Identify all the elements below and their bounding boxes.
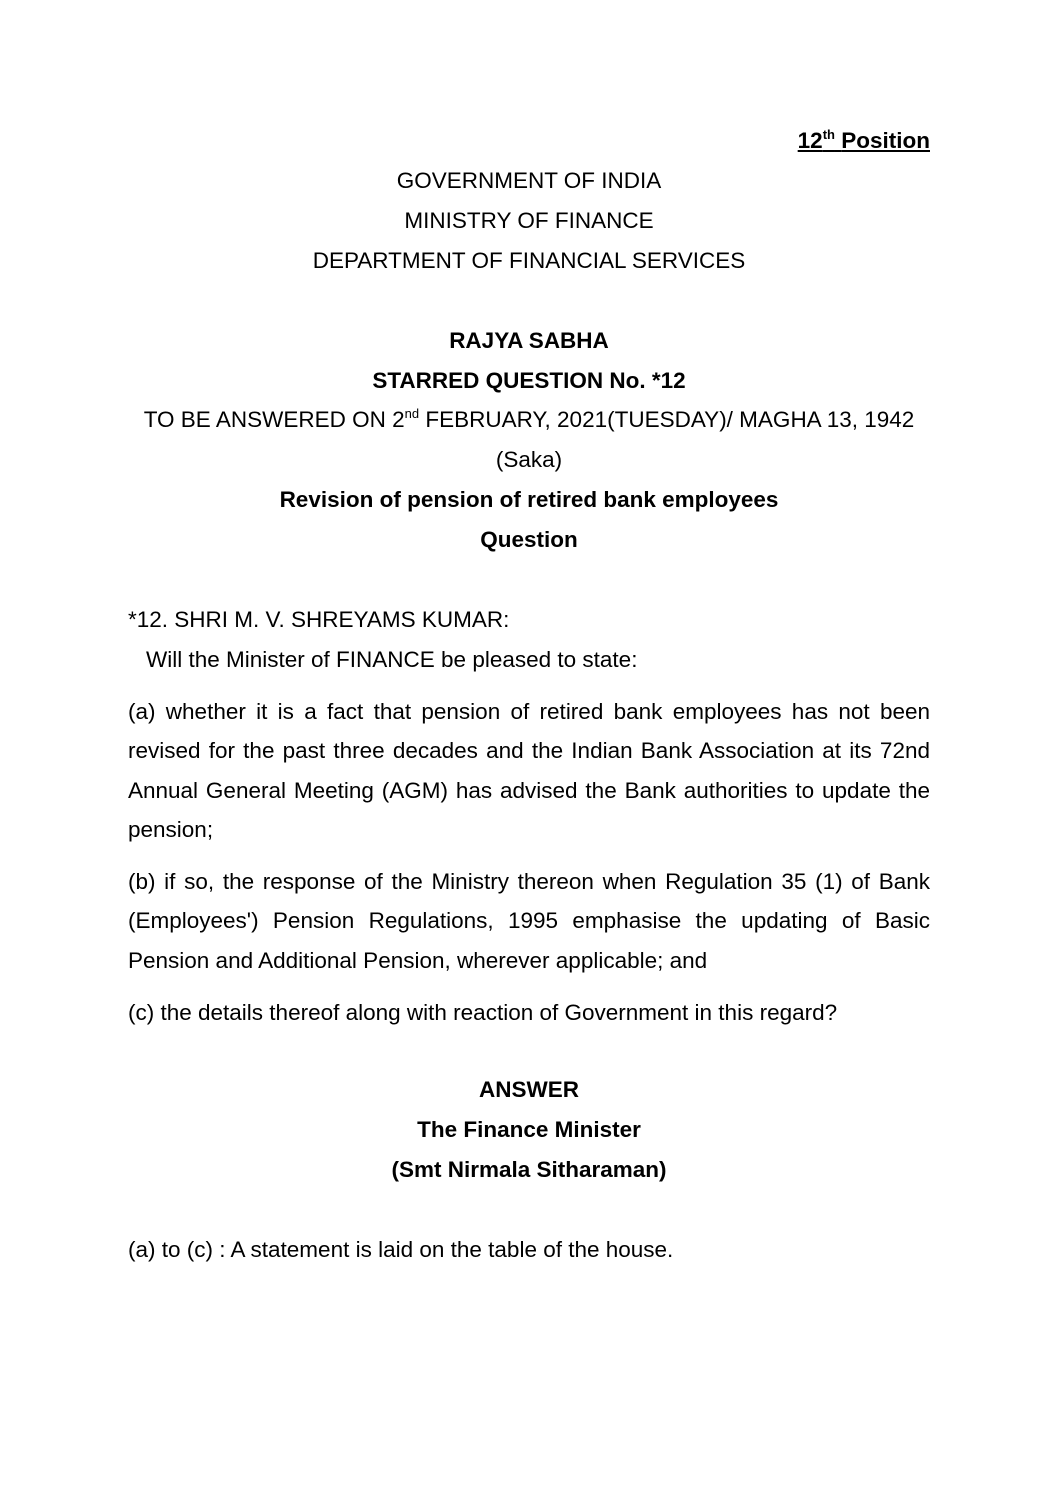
questioner: *12. SHRI M. V. SHREYAMS KUMAR:: [128, 607, 510, 632]
position-suffix: th: [822, 127, 835, 142]
answer-date-saka: (Saka): [495, 447, 563, 472]
header-department: DEPARTMENT OF FINANCIAL SERVICES: [312, 248, 746, 273]
position-label: [798, 127, 930, 155]
header-government: GOVERNMENT OF INDIA: [396, 168, 662, 193]
answer-heading: ANSWER: [479, 1077, 579, 1102]
answer-minister-name: (Smt Nirmala Sitharaman): [391, 1157, 667, 1182]
subject-title: Revision of pension of retired bank employees: [279, 487, 779, 512]
question-part-c: (c) the details thereof along with reaction of Government in this regard?: [128, 1000, 838, 1025]
question-heading: Question: [480, 527, 578, 552]
house-title: RAJYA SABHA: [449, 328, 609, 353]
header-ministry: MINISTRY OF FINANCE: [404, 208, 654, 233]
question-part-a: (a) whether it is a fact that pension of retired bank employees has not been revised for the past three decades and the Indian Bank Association at its 72nd Annual General Meeting (AGM) has advised the Bank authorities to update the pension;: [128, 699, 930, 842]
question-intro: Will the Minister of FINANCE be pleased to state:: [146, 647, 638, 672]
question-part-b: (b) if so, the response of the Ministry thereon when Regulation 35 (1) of Bank (Employees') Pension Regulations, 1995 emphasise the updating of Basic Pension and Additional Pension, wherever applicable; and: [128, 869, 930, 973]
position-text: Position: [841, 128, 930, 153]
answer-minister: The Finance Minister: [417, 1117, 641, 1142]
answer-date: [0, 406, 1058, 434]
answer-date-post: FEBRUARY, 2021(TUESDAY)/ MAGHA 13, 1942: [419, 407, 915, 432]
answer-date-pre: TO BE ANSWERED ON 2: [143, 407, 405, 432]
question-number: STARRED QUESTION No. *12: [372, 368, 686, 393]
answer-text: (a) to (c) : A statement is laid on the table of the house.: [128, 1237, 674, 1262]
answer-date-suffix: nd: [404, 406, 420, 421]
position-number: 12: [797, 128, 823, 153]
